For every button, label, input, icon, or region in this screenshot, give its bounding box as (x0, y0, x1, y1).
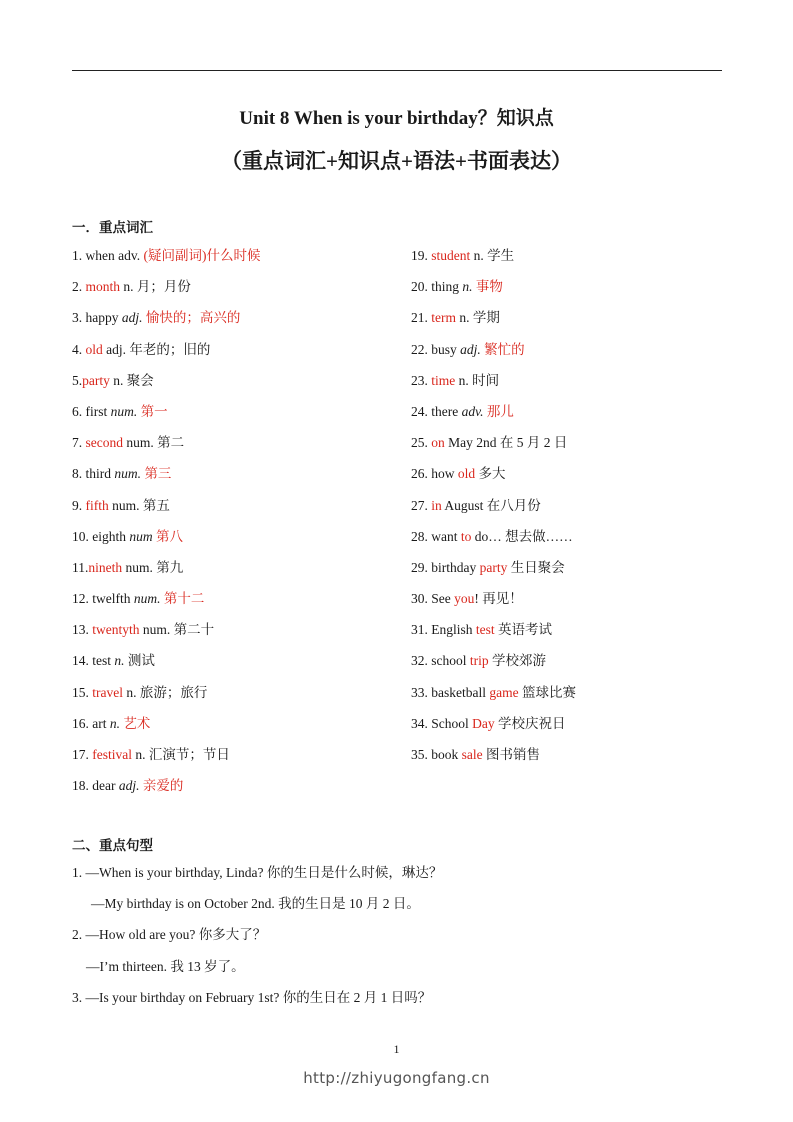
section-heading-sentences: 二、重点句型 (72, 838, 153, 854)
vocab-item (72, 277, 392, 308)
plain-text: 月；月份 (133, 279, 191, 295)
plain-text: adj. (106, 341, 127, 357)
vocab-item (411, 745, 731, 776)
part-of-speech: n. (109, 715, 120, 731)
vocab-item (411, 558, 731, 589)
page-number: 1 (393, 1042, 400, 1056)
part-of-speech: adv. (461, 403, 484, 419)
highlight-text: twentyth (92, 622, 140, 638)
plain-text: 时间 (468, 372, 500, 388)
plain-text: 16. art (72, 715, 110, 731)
plain-text: 学校郊游 (488, 653, 546, 669)
plain-text: 14. test (72, 653, 115, 669)
highlight-text: 第一 (140, 403, 168, 419)
part-of-speech: num. (114, 466, 141, 482)
vocab-item (411, 246, 731, 277)
plain-text: 年老的；旧的 (126, 341, 211, 357)
highlight-text: time (431, 372, 456, 388)
vocab-item (72, 246, 392, 277)
vocab-column-left (72, 246, 392, 807)
vocab-column-right (411, 246, 731, 776)
plain-text: 旅游；旅行 (136, 684, 208, 700)
vocab-item (411, 340, 731, 371)
plain-text: 聚会 (123, 372, 154, 388)
part-of-speech: num. (133, 591, 161, 607)
plain-text: num. (112, 497, 140, 513)
highlight-text: party (82, 372, 110, 388)
top-rule (72, 70, 722, 71)
highlight-text: 艺术 (123, 715, 151, 731)
plain-text: 21. (411, 310, 432, 326)
plain-text: num. (126, 435, 154, 451)
highlight-text: month (85, 279, 121, 295)
vocab-item (72, 620, 392, 651)
sentence-line: 3. —Is your birthday on February 1st? 你的生日在 2 月 1 日吗？ (72, 989, 432, 1005)
vocab-item (72, 527, 392, 558)
highlight-text: nineth (88, 559, 123, 575)
vocab-item (411, 620, 731, 651)
vocab-item (72, 402, 392, 433)
plain-text: 19. (411, 248, 432, 263)
plain-text: May 2nd 在 5 月 2 日 (444, 435, 568, 451)
plain-text: 28. want (411, 528, 461, 544)
highlight-text: 第八 (156, 528, 183, 544)
highlight-text: 愉快的；高兴的 (145, 310, 241, 326)
plain-text: 9. (72, 497, 86, 513)
plain-text: n. (135, 747, 146, 762)
vocab-item (411, 464, 731, 495)
vocab-item (72, 340, 392, 371)
vocab-item (411, 714, 731, 745)
vocab-item (411, 402, 731, 433)
highlight-text: 事物 (475, 279, 503, 295)
plain-text: 汇演节；节日 (145, 747, 230, 762)
plain-text: n. (458, 372, 469, 388)
plain-text: 第九 (152, 559, 184, 575)
highlight-text: 亲爱的 (142, 778, 184, 794)
vocab-item (72, 464, 392, 495)
part-of-speech: num. (110, 403, 138, 419)
plain-text: 5. (72, 372, 83, 388)
plain-text: adv. (118, 248, 141, 263)
plain-text: 31. English (411, 622, 476, 638)
highlight-text: in (431, 497, 442, 513)
vocab-item (411, 527, 731, 558)
vocab-item (411, 371, 731, 402)
plain-text: 学校庆祝日 (494, 715, 566, 731)
highlight-text: game (489, 684, 519, 700)
vocab-item (411, 496, 731, 527)
plain-text: 篮球比赛 (518, 684, 576, 700)
page-title: Unit 8 When is your birthday？知识点 (239, 108, 554, 129)
plain-text: 多大 (475, 466, 506, 482)
highlight-text: 第十二 (163, 591, 205, 607)
plain-text: num. (125, 559, 153, 575)
plain-text: 7. (72, 435, 86, 451)
plain-text: n. (123, 279, 134, 295)
plain-text: 33. basketball (411, 684, 490, 700)
highlight-text: trip (469, 653, 489, 669)
section-heading-vocabulary: 一．重点词汇 (72, 220, 153, 236)
plain-text: 23. (411, 372, 432, 388)
plain-text: n. (126, 684, 137, 700)
plain-text: 8. third (72, 466, 115, 482)
plain-text: 13. (72, 622, 93, 638)
plain-text: n. (473, 248, 484, 263)
plain-text: 24. there (411, 403, 462, 419)
plain-text: 6. first (72, 403, 111, 419)
highlight-text: fifth (85, 497, 109, 513)
sentence-line: 1. —When is your birthday, Linda? 你的生日是什么时候，琳达？ (72, 865, 443, 880)
plain-text: 29. birthday (411, 559, 480, 575)
vocab-item (72, 589, 392, 620)
part-of-speech: num (129, 528, 153, 544)
highlight-text: term (431, 310, 456, 326)
plain-text: 17. (72, 747, 93, 762)
vocab-item (411, 277, 731, 308)
plain-text: 3. happy (72, 310, 122, 326)
plain-text: 10. eighth (72, 528, 130, 544)
highlight-text: 第三 (144, 466, 172, 482)
highlight-text: (疑问副词)什么时候 (143, 248, 261, 263)
highlight-text: party (479, 559, 508, 575)
vocab-item (72, 496, 392, 527)
vocab-item (72, 651, 392, 682)
vocab-item (411, 589, 731, 620)
vocab-item (72, 308, 392, 339)
vocab-item (411, 433, 731, 464)
highlight-text: you (454, 591, 475, 607)
sentence-line: 2. —How old are you? 你多大了？ (72, 927, 267, 943)
vocab-item (72, 683, 392, 714)
plain-text: 15. (72, 684, 93, 700)
plain-text: 22. busy (411, 341, 461, 357)
plain-text: 测试 (124, 653, 155, 669)
part-of-speech: adj. (460, 341, 481, 357)
vocab-item (72, 776, 392, 807)
source-url: http://zhiyugongfang.cn (303, 1069, 490, 1087)
plain-text: 12. twelfth (72, 591, 134, 607)
plain-text: 30. See (411, 591, 455, 607)
plain-text: do… 想去做…… (471, 528, 573, 544)
highlight-text: old (457, 466, 476, 482)
plain-text: 1. when (72, 248, 119, 263)
plain-text: n. (459, 310, 470, 326)
plain-text: 35. book (411, 747, 462, 762)
vocab-item (72, 745, 392, 776)
sentence-list (72, 863, 732, 1019)
plain-text: 图书销售 (482, 747, 540, 762)
highlight-text: second (85, 435, 123, 451)
highlight-text: sale (461, 747, 483, 762)
page-subtitle: （重点词汇+知识点+语法+书面表达） (221, 149, 572, 173)
plain-text: 第二十 (170, 622, 215, 638)
highlight-text: student (431, 248, 471, 263)
vocab-item (411, 308, 731, 339)
vocab-item (72, 433, 392, 464)
plain-text: 34. School (411, 715, 473, 731)
highlight-text: Day (472, 715, 495, 731)
part-of-speech: n. (114, 653, 125, 669)
highlight-text: old (85, 341, 103, 357)
highlight-text: 繁忙的 (484, 341, 525, 357)
plain-text: 学期 (469, 310, 500, 326)
vocab-item (411, 651, 731, 682)
vocab-item (411, 683, 731, 714)
plain-text: 学生 (483, 248, 515, 263)
highlight-text: festival (92, 747, 132, 762)
plain-text: 32. school (411, 653, 470, 669)
plain-text: n. (113, 372, 124, 388)
plain-text: 2. (72, 279, 86, 295)
plain-text: ! 再见！ (474, 591, 523, 607)
plain-text: 第二 (153, 435, 185, 451)
part-of-speech: adj. (121, 310, 143, 326)
plain-text: 英语考试 (494, 622, 553, 638)
vocab-item (72, 371, 392, 402)
sentence-line: —I’m thirteen. 我 13 岁了。 (86, 958, 245, 974)
plain-text: 20. thing (411, 279, 463, 295)
highlight-text: on (431, 435, 445, 451)
part-of-speech: n. (462, 279, 473, 295)
highlight-text: to (460, 528, 472, 544)
plain-text: 27. (411, 497, 432, 513)
sentence-line: —My birthday is on October 2nd. 我的生日是 10 月 2 日。 (91, 896, 420, 912)
part-of-speech: adj. (118, 778, 140, 794)
plain-text: num. (142, 622, 171, 638)
plain-text: August 在八月份 (441, 497, 541, 513)
highlight-text: 那儿 (486, 403, 514, 419)
plain-text: 25. (411, 435, 432, 451)
plain-text: 生日聚会 (507, 559, 565, 575)
highlight-text: test (475, 622, 495, 638)
plain-text: 第五 (139, 497, 170, 513)
vocab-item (72, 714, 392, 745)
highlight-text: travel (92, 684, 123, 700)
plain-text: 26. how (411, 466, 458, 482)
plain-text: 4. (72, 341, 86, 357)
plain-text: 18. dear (72, 778, 119, 794)
plain-text: 11. (72, 559, 89, 575)
vocab-item (72, 558, 392, 589)
